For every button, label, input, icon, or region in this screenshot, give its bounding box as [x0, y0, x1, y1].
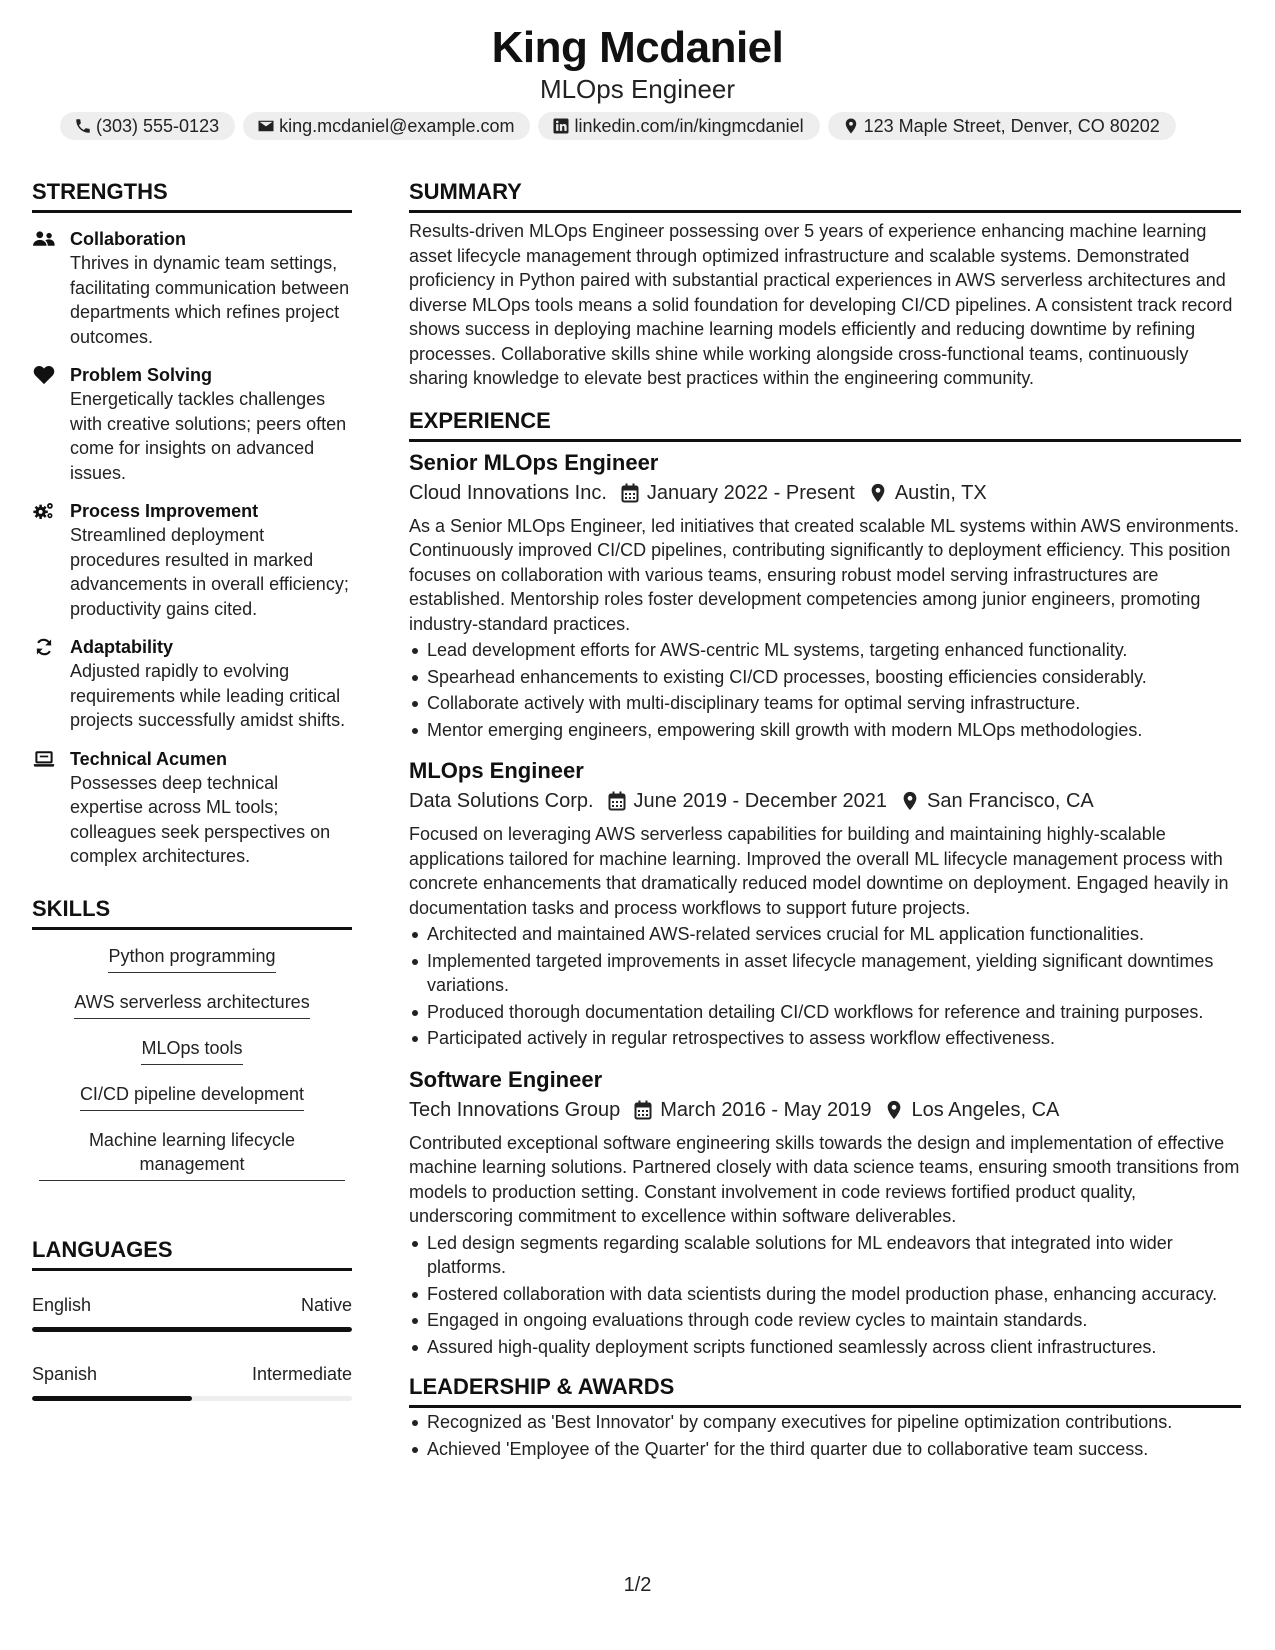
strength-item	[32, 227, 352, 349]
strength-title: Technical Acumen	[70, 748, 228, 769]
job-entry	[409, 1065, 1241, 1360]
job-description: As a Senior MLOps Engineer, led initiatives that created scalable ML systems within AWS environments. Continuously improved CI/CD pipelines, contributing significantly to deployment efficiency. This position focuses on collaboration with various teams, ensuring robust model serving infrastructures are established. Mentorship roles foster development competencies among junior engineers, promoting industry-standard practices.	[409, 515, 1240, 634]
awards-section	[409, 1373, 1241, 1461]
summary-section	[409, 178, 1241, 391]
language-item	[32, 1362, 352, 1401]
language-proficiency-bar	[32, 1396, 352, 1401]
language-proficiency-fill	[32, 1396, 192, 1401]
sync-icon	[32, 637, 56, 657]
phone-icon	[74, 117, 92, 135]
job-bullet: Lead development efforts for AWS-centric ML systems, targeting enhanced functionality.	[409, 638, 1241, 663]
language-proficiency-fill	[32, 1327, 352, 1332]
language-level: Native	[300, 1294, 352, 1315]
map-pin-icon	[885, 1100, 903, 1120]
strength-item	[32, 635, 352, 733]
strengths-section	[32, 178, 352, 869]
strength-item	[32, 363, 352, 485]
skill-item: CI/CD pipeline development	[80, 1082, 304, 1111]
job-bullets	[409, 1231, 1241, 1360]
job-bullet: Implemented targeted improvements in asset lifecycle management, yielding significant downtimes variations.	[409, 949, 1241, 998]
experience-heading: EXPERIENCE	[409, 407, 1241, 442]
job-company: Tech Innovations Group	[409, 1098, 621, 1121]
strengths-list	[32, 227, 352, 869]
strength-title: Process Improvement	[70, 501, 259, 521]
job-description: Focused on leveraging AWS serverless capabilities for building and maintaining highly-scalable applications tailored for machine learning. Improved the overall ML lifecycle management process with concrete enhancements that dramatically reduced model downtime on deployment. Engaged heavily in documentation tasks and process workflows to support future projects.	[409, 824, 1229, 918]
users-icon	[32, 229, 56, 249]
resume-header	[0, 20, 1275, 106]
calendar-icon	[608, 791, 626, 811]
job-bullet: Mentor emerging engineers, empowering skill growth with modern MLOps methodologies.	[409, 718, 1241, 743]
strength-title: Problem Solving	[70, 365, 213, 385]
experience-section	[409, 407, 1241, 1360]
job-bullets	[409, 638, 1241, 742]
job-company: Cloud Innovations Inc.	[409, 481, 607, 504]
job-dates: June 2019 - December 2021	[633, 790, 888, 812]
contact-linkedin[interactable]	[538, 112, 819, 140]
contact-email[interactable]	[243, 112, 530, 140]
skills-heading: SKILLS	[32, 895, 352, 930]
strength-item	[32, 747, 352, 869]
job-entry	[409, 448, 1241, 743]
calendar-icon	[621, 483, 639, 503]
job-bullet: Led design segments regarding scalable solutions for ML endeavors that integrated into wider platforms.	[409, 1231, 1241, 1280]
map-pin-icon	[869, 483, 887, 503]
job-entry	[409, 756, 1241, 1051]
language-name: Spanish	[32, 1363, 98, 1384]
envelope-icon	[257, 117, 275, 135]
job-bullet: Assured high-quality deployment scripts functioned seamlessly across client infrastructures.	[409, 1335, 1241, 1360]
job-location: San Francisco, CA	[927, 790, 1094, 812]
laptop-icon	[32, 749, 56, 769]
award-item: Achieved 'Employee of the Quarter' for the third quarter due to collaborative team success.	[409, 1437, 1241, 1462]
job-description: Contributed exceptional software engineering skills towards the design and implementation of effective machine learning solutions. Partnered closely with data science teams, ensuring smooth transitions from models to production setting. Constant involvement in code reviews fortified product quality, underscoring commitment to excellence within software deliverables.	[409, 1132, 1240, 1226]
job-bullet: Produced thorough documentation detailing CI/CD workflows for reference and training purposes.	[409, 1000, 1241, 1025]
job-title: MLOps Engineer	[409, 758, 584, 783]
language-proficiency-bar	[32, 1327, 352, 1332]
job-bullet: Participated actively in regular retrospectives to assess workflow effectiveness.	[409, 1026, 1241, 1051]
strength-description: Energetically tackles challenges with creative solutions; peers often come for insights on advanced issues.	[70, 389, 347, 483]
contact-address-text: 123 Maple Street, Denver, CO 80202	[863, 115, 1160, 136]
strength-title: Collaboration	[70, 229, 186, 249]
skills-section	[32, 895, 352, 1198]
job-title: Senior MLOps Engineer	[409, 449, 659, 475]
job-meta	[409, 1095, 1241, 1125]
strength-description: Streamlined deployment procedures resulted in marked advancements in overall efficiency; productivity gains cited.	[70, 525, 349, 619]
map-pin-icon	[842, 117, 860, 135]
languages-section	[32, 1236, 352, 1401]
job-location: Los Angeles, CA	[911, 1098, 1060, 1121]
job-bullets	[409, 922, 1241, 1051]
contact-phone[interactable]	[60, 112, 235, 140]
contact-bar	[60, 112, 1220, 140]
job-location: Austin, TX	[894, 481, 987, 504]
linkedin-icon	[552, 117, 570, 135]
strength-description: Thrives in dynamic team settings, facilitating communication between departments which refines project outcomes.	[70, 253, 350, 347]
job-meta	[409, 786, 1241, 816]
summary-heading: SUMMARY	[409, 178, 1241, 213]
contact-address[interactable]	[828, 112, 1176, 140]
job-bullet: Engaged in ongoing evaluations through code review cycles to maintain standards.	[409, 1308, 1241, 1333]
skill-item: Python programming	[108, 944, 275, 973]
page-number: 1/2	[623, 1574, 652, 1596]
skill-item: AWS serverless architectures	[74, 990, 309, 1019]
strength-title: Adaptability	[70, 637, 174, 657]
job-dates: January 2022 - Present	[646, 481, 855, 504]
skill-item: MLOps tools	[141, 1036, 242, 1065]
strengths-heading: STRENGTHS	[32, 178, 352, 213]
job-bullet: Collaborate actively with multi-disciplinary teams for optimal serving infrastructure.	[409, 691, 1241, 716]
gears-icon	[32, 501, 56, 521]
heart-icon	[32, 365, 56, 385]
contact-email-text: king.mcdaniel@example.com	[279, 115, 515, 136]
job-title: Software Engineer	[409, 1066, 603, 1092]
language-level: Intermediate	[251, 1363, 352, 1384]
awards-heading: LEADERSHIP & AWARDS	[409, 1373, 1241, 1408]
job-company: Data Solutions Corp.	[409, 790, 594, 812]
job-bullet: Architected and maintained AWS-related services crucial for ML application functionalities.	[409, 922, 1241, 947]
summary-text: Results-driven MLOps Engineer possessing over 5 years of experience enhancing machine learning asset lifecycle management through optimized infrastructure and scalable systems. Demonstrated proficiency in Python paired with substantial practical experiences in AWS serverless architectures and diverse MLOps tools means a solid foundation for developing CI/CD pipelines. A consistent track record shows success in deploying machine learning models efficiently and reducing downtime by refining processes. Collaborative skills shine while working alongside cross-functional teams, continuously sharing knowledge to elevate best practices within the engineering community.	[409, 221, 1233, 388]
map-pin-icon	[901, 791, 919, 811]
contact-linkedin-text: linkedin.com/in/kingmcdaniel	[574, 115, 804, 136]
job-meta	[409, 478, 1241, 508]
left-column	[32, 178, 352, 1401]
job-bullet: Fostered collaboration with data scientists during the model production phase, enhancing accuracy.	[409, 1282, 1241, 1307]
language-item	[32, 1293, 352, 1332]
languages-heading: LANGUAGES	[32, 1236, 352, 1271]
contact-phone-text: (303) 555-0123	[96, 115, 220, 136]
skills-list	[32, 944, 352, 1198]
strength-description: Possesses deep technical expertise across ML tools; colleagues seek perspectives on complex architectures.	[70, 772, 331, 866]
strength-item	[32, 499, 352, 621]
job-dates: March 2016 - May 2019	[660, 1098, 872, 1121]
job-bullet: Spearhead enhancements to existing CI/CD processes, boosting efficiencies considerably.	[409, 665, 1241, 690]
candidate-role: MLOps Engineer	[539, 74, 736, 104]
skill-item: Machine learning lifecycle management	[39, 1128, 345, 1181]
awards-list	[409, 1410, 1241, 1461]
strength-description: Adjusted rapidly to evolving requirements while leading critical projects successfully amidst shifts.	[70, 661, 346, 730]
award-item: Recognized as 'Best Innovator' by company executives for pipeline optimization contributions.	[409, 1410, 1241, 1435]
calendar-icon	[634, 1100, 652, 1120]
language-name: English	[32, 1294, 92, 1315]
candidate-name: King Mcdaniel	[491, 23, 784, 72]
right-column	[409, 178, 1241, 1463]
